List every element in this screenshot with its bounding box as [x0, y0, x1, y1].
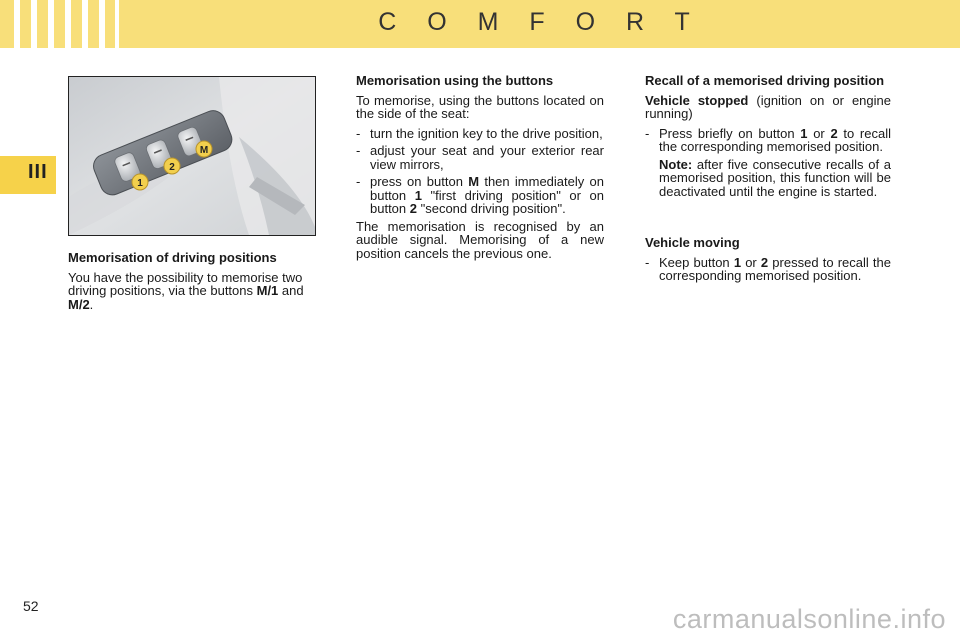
- subheading: Vehicle stopped: [645, 92, 749, 108]
- button-marker-1: [132, 174, 148, 190]
- subheading: Vehicle moving: [645, 235, 740, 250]
- header-stripe: [14, 0, 20, 48]
- marker-label: M: [199, 145, 209, 156]
- text: or: [807, 125, 831, 141]
- column-recall: [645, 74, 891, 287]
- marker-label: 2: [169, 162, 175, 173]
- header-stripe: [99, 0, 105, 48]
- header-band: [0, 0, 960, 48]
- column-memorisation-buttons: [356, 74, 604, 266]
- header-stripe: [48, 0, 54, 48]
- header-stripe: [31, 0, 37, 48]
- header-stripe: [115, 0, 119, 48]
- section-heading: Memorisation using the buttons: [356, 73, 554, 88]
- section-heading: Memorisation of driving positions: [68, 250, 277, 265]
- paragraph: [68, 271, 316, 312]
- button-ref: 1: [733, 254, 742, 270]
- list-item-text: turn the ignition key to the drive position,: [370, 125, 603, 141]
- page-title: C O M F O R T: [378, 8, 702, 36]
- button-ref: 1: [800, 125, 808, 141]
- text: pressed to recall the corresponding memorised position.: [659, 254, 891, 283]
- button-ref: 1: [414, 187, 422, 203]
- text: .: [89, 296, 94, 312]
- text: Keep button: [659, 254, 734, 270]
- list-item-text: adjust your seat and your exterior rear view mirrors,: [370, 143, 604, 172]
- button-ref: 2: [760, 254, 769, 270]
- page-number: 52: [23, 598, 39, 614]
- section-heading: Recall of a memorised driving position: [645, 73, 885, 88]
- paragraph: The memorisation is recognised by an audible signal. Memorising of a new position cancels the previous one.: [356, 218, 604, 261]
- watermark[interactable]: carmanualsonline.info: [672, 604, 946, 634]
- text: and: [278, 283, 304, 298]
- column-memorisation-intro: [68, 251, 316, 317]
- text: to recall the corresponding memorised position.: [659, 125, 891, 154]
- text: after five consecutive recalls of a memorised position, this function will be deactivated until the engine is started.: [659, 156, 891, 199]
- paragraph: To memorise, using the buttons located on the side of the seat:: [356, 92, 604, 121]
- text: or: [741, 254, 761, 270]
- chapter-label: III: [28, 161, 48, 183]
- button-marker-m: [196, 141, 212, 157]
- text: "first driving position" or on button: [370, 187, 604, 216]
- button-ref: 2: [830, 125, 838, 141]
- button-marker-2: [164, 158, 180, 174]
- button-ref: 2: [409, 201, 417, 216]
- paragraph: [645, 94, 891, 121]
- button-ref: M/2: [68, 296, 90, 312]
- list-item: - Keep button 1 or 2 pressed to recall the corresponding memorised position.: [645, 254, 891, 283]
- text: You have the possibility to memorise two driving positions, via the buttons: [68, 269, 303, 298]
- text: (ignition on or engine running): [645, 92, 891, 121]
- note: [645, 158, 891, 199]
- button-ref: M/1: [256, 283, 279, 298]
- marker-label: 1: [137, 178, 143, 189]
- text: Press briefly on button: [659, 125, 801, 141]
- button-ref: M: [468, 174, 480, 189]
- note-label: Note:: [659, 156, 693, 172]
- seat-photo-illustration: [69, 77, 315, 235]
- list-item: - Press briefly on button 1 or 2 to recall the corresponding memorised position.: [645, 125, 891, 154]
- text: "second driving position".: [417, 201, 566, 216]
- text: press on button: [370, 174, 469, 189]
- header-stripe: [65, 0, 71, 48]
- header-stripe: [82, 0, 88, 48]
- text: then immediately on button: [370, 174, 604, 203]
- chapter-tab: [0, 156, 56, 194]
- list-item: - press on button M then immediately on button 1 "first driving position" or on button 2 "second driving position".: [356, 174, 604, 216]
- list-item: - turn the ignition key to the drive position,: [356, 125, 603, 141]
- seat-memory-buttons-photo: [68, 76, 316, 236]
- list-item: - adjust your seat and your exterior rear view mirrors,: [356, 143, 604, 172]
